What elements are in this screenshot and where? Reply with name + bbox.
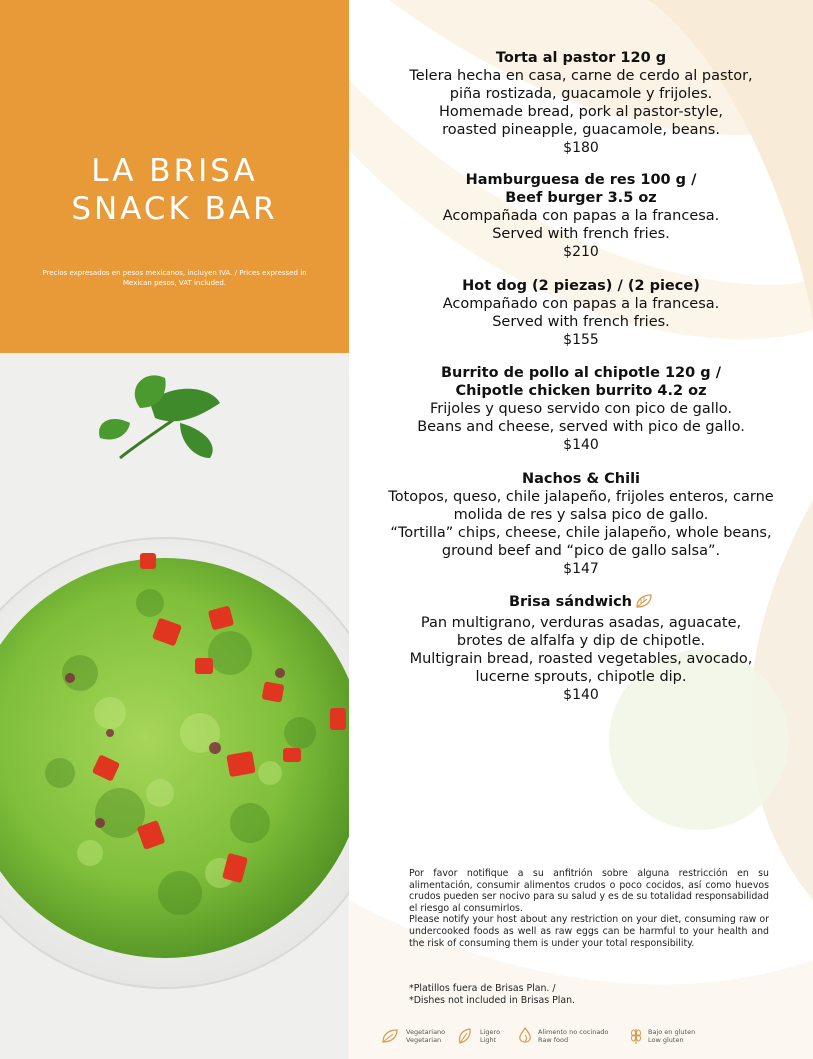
vegetarian-leaf-icon — [635, 593, 653, 614]
item-name: Brisa sándwich — [508, 594, 633, 610]
item-price: $147 — [563, 561, 599, 577]
item-price: $180 — [563, 140, 599, 156]
legend-label-es: Bajo en gluten — [648, 1028, 696, 1036]
brand-line-2: SNACK BAR — [71, 191, 278, 227]
footnote-english: *Dishes not included in Brisas Plan. — [409, 995, 576, 1006]
left-panel — [0, 0, 349, 1059]
item-description: roasted pineapple, guacamole, beans. — [442, 122, 720, 138]
item-description: Telera hecha en casa, carne de cerdo al pastor, — [409, 68, 753, 84]
item-description: lucerne sprouts, chipotle dip. — [475, 669, 687, 685]
item-description: Served with french fries. — [492, 226, 670, 242]
item-name: Hamburguesa de res 100 g / — [465, 172, 697, 188]
item-price: $140 — [563, 437, 599, 453]
plan-footnote — [409, 983, 575, 1007]
item-name: Torta al pastor 120 g — [495, 50, 667, 66]
legend-label-en: Low gluten — [648, 1036, 684, 1044]
item-description: “Tortilla” chips, cheese, chile jalapeño, whole beans, — [390, 525, 772, 541]
item-description: Pan multigrano, verduras asadas, aguacate, — [420, 615, 742, 631]
raw-food-icon — [518, 1027, 532, 1045]
item-description: Acompañada con papas a la francesa. — [442, 208, 720, 224]
low-gluten-icon — [630, 1027, 642, 1045]
legend-label-es: Alimento no cocinado — [538, 1028, 609, 1036]
item-description: Homemade bread, pork al pastor-style, — [438, 104, 724, 120]
legend-label-es: Vegetariano — [406, 1028, 446, 1036]
brand-title — [0, 152, 349, 228]
menu-item-brisa-sandwich — [349, 593, 813, 704]
allergy-notice — [409, 868, 769, 949]
item-description: molida de res y salsa pico de gallo. — [453, 507, 709, 523]
item-price: $140 — [563, 687, 599, 703]
menu-item-torta — [349, 49, 813, 157]
item-description: Beans and cheese, served with pico de gallo. — [417, 419, 745, 435]
menu-item-nachos — [349, 470, 813, 578]
item-description: brotes de alfalfa y dip de chipotle. — [456, 633, 706, 649]
item-name: Nachos & Chili — [521, 471, 641, 487]
vegetarian-icon — [380, 1027, 400, 1045]
prices-note: Precios expresados en pesos mexicanos, incluyen IVA. / Prices expressed in Mexican pesos, VAT included. — [42, 269, 307, 287]
item-description: Multigrain bread, roasted vegetables, avocado, — [409, 651, 753, 667]
menu-item-hot-dog — [349, 277, 813, 349]
item-description: Acompañado con papas a la francesa. — [442, 296, 720, 312]
item-name: Burrito de pollo al chipotle 120 g / — [441, 365, 721, 381]
item-description: piña rostizada, guacamole y frijoles. — [449, 86, 713, 102]
item-price: $210 — [563, 244, 599, 260]
legend-label-es: Ligero — [480, 1028, 501, 1036]
footnote-spanish: *Platillos fuera de Brisas Plan. / — [409, 983, 556, 994]
guacamole-photo — [0, 353, 349, 1059]
legend-low-gluten — [630, 1025, 695, 1047]
item-description: Served with french fries. — [492, 314, 670, 330]
item-description: Frijoles y queso servido con pico de gallo. — [430, 401, 732, 417]
item-name: Hot dog (2 piezas) / (2 piece) — [462, 278, 700, 294]
item-name: Chipotle chicken burrito 4.2 oz — [455, 383, 707, 399]
legend-label-en: Vegetarian — [406, 1036, 442, 1044]
item-name: Beef burger 3.5 oz — [505, 190, 657, 206]
menu-item-burrito — [349, 364, 813, 454]
light-leaf-icon — [456, 1027, 474, 1045]
notice-spanish: Por favor notifique a su anfitrión sobre alguna restricción en su alimentación, consumir alimentos crudos o poco cocidos, así como huevos crudos pueden ser nocivo para su salud y es de su totalidad responsabilidad el riesgo al consumirlos. — [409, 868, 769, 914]
legend-label-en: Raw food — [538, 1036, 569, 1044]
legend-light — [456, 1025, 500, 1047]
legend-vegetarian — [380, 1025, 445, 1047]
notice-english: Please notify your host about any restriction on your diet, consuming raw or undercooked foods as well as raw eggs can be harmful to your health and the risk of consuming them is under your total responsibility. — [409, 914, 769, 949]
item-price: $155 — [563, 332, 599, 348]
item-description: Totopos, queso, chile jalapeño, frijoles enteros, carne — [388, 489, 774, 505]
brand-line-1: LA BRISA — [91, 153, 258, 189]
legend-label-en: Light — [480, 1036, 497, 1044]
item-name-row — [349, 593, 813, 614]
menu-item-hamburguesa — [349, 171, 813, 261]
item-description: ground beef and “pico de gallo salsa”. — [441, 543, 721, 559]
legend-raw-food — [518, 1025, 608, 1047]
